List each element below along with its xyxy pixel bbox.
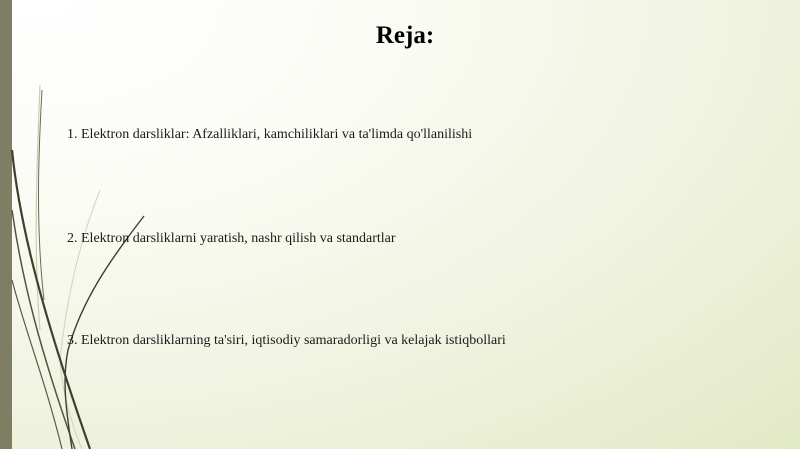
- slide-title: Reja:: [375, 22, 435, 49]
- dark-leaf-stroke: [12, 150, 90, 449]
- dark-leaf-stroke: [39, 90, 45, 300]
- agenda-item-1: 1. Elektron darsliklar: Afzalliklari, kamchiliklari va ta'limda qo'llanilishi: [67, 127, 473, 142]
- agenda-item-2: 2. Elektron darsliklarni yaratish, nashr qilish va standartlar: [67, 231, 396, 246]
- agenda-item-3: 3. Elektron darsliklarning ta'siri, iqtisodiy samaradorligi va kelajak istiqbollari: [67, 333, 506, 348]
- dark-leaf-stroke: [12, 210, 75, 449]
- dark-leaf-stroke: [12, 280, 62, 449]
